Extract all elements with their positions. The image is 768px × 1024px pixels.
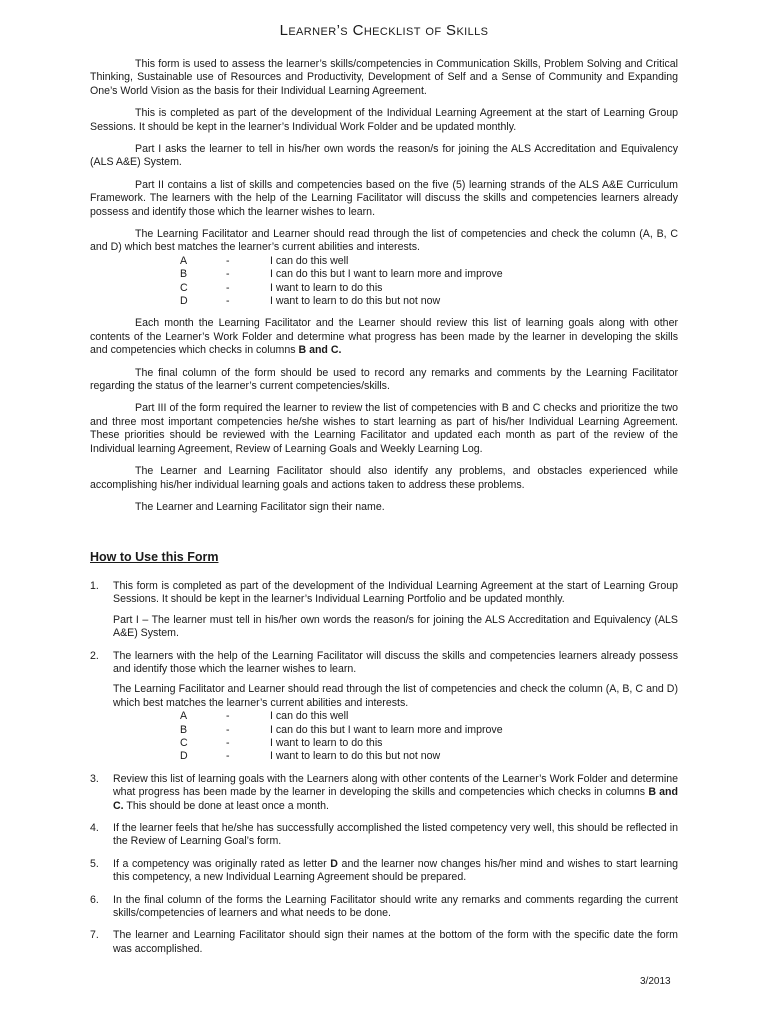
rating-option [90, 268, 678, 281]
paragraph-text: Review this list of learning goals with the Learners along with other contents of the Learner’s Work Folder and determine what progress has been made by the learner in developing the skills and competencies which checks in columns [113, 772, 678, 799]
rating-options [113, 710, 678, 764]
intro-paragraph: The Learner and Learning Facilitator should also identify any problems, and obstacles experienced while accomplishing his/her individual learning goals and actions taken to address these problems. [90, 465, 678, 491]
item-text: Part I – The learner must tell in his/her own words the reason/s for joining the ALS Accreditation and Equivalency (ALS A&E) System. [113, 613, 678, 640]
item-number: 5. [90, 857, 99, 870]
page-title: Learner’s Checklist of Skills [279, 22, 489, 39]
intro-paragraph: The Learner and Learning Facilitator sign their name. [135, 500, 385, 513]
option-dash: - [226, 254, 230, 267]
option-letter: A [180, 254, 188, 267]
rating-option [90, 255, 678, 268]
option-letter: B [180, 723, 188, 736]
rating-option [113, 710, 678, 723]
intro-paragraph: Part I asks the learner to tell in his/her own words the reason/s for joining the ALS Accreditation and Equivalency (ALS A&E) System. [90, 143, 678, 169]
intro-paragraph: Part III of the form required the learner to review the list of competencies with B and C checks and prioritize the two and three most important competencies he/she wishes to start learning as part of his/her Individual Learning Agreement. These priorities should be reviewed with the Learning Facilitator and updated each month as part of the review of the Individual learning Agreement, Review of Learning Goals and Weekly Learning Log. [90, 402, 678, 455]
item-text: In the final column of the forms the Learning Facilitator should write any remarks and comments regarding the current skills/competencies of learners and what needs to be done. [113, 893, 678, 920]
bold-text: B and C. [113, 786, 679, 812]
paragraph-text: This should be done at least once a month. [126, 799, 329, 812]
rating-option [90, 282, 678, 295]
option-letter: A [180, 710, 188, 723]
option-dash: - [226, 295, 230, 308]
footer-date: 3/2013 [640, 976, 671, 987]
option-dash: - [226, 710, 230, 723]
option-text: I want to learn to do this [270, 281, 383, 294]
option-text: I can do this but I want to learn more and improve [270, 723, 503, 736]
item-text: The Learning Facilitator and Learner should read through the list of competencies and check the column (A, B, C and D) which best matches the learner’s current abilities and interests. [113, 683, 678, 709]
list-item [90, 773, 678, 813]
item-text [113, 773, 678, 813]
rating-option [90, 295, 678, 308]
option-letter: C [180, 737, 188, 750]
option-letter: D [180, 295, 188, 308]
list-item [90, 894, 678, 921]
option-letter: D [180, 750, 188, 763]
option-text: I can do this well [270, 254, 349, 267]
option-text: I can do this well [270, 710, 349, 723]
item-number: 7. [90, 929, 99, 942]
section-heading: How to Use this Form [90, 550, 219, 564]
bold-text: B and C. [298, 344, 342, 357]
rating-option [113, 724, 678, 737]
intro-section [90, 58, 678, 523]
rating-option [113, 737, 678, 750]
paragraph-text: and the learner now changes his/her mind and wishes to start learning this competency, a new Individual Learning Agreement should be prepared. [113, 857, 679, 884]
option-dash: - [226, 737, 230, 750]
paragraph-text: If a competency was originally rated as letter [113, 857, 327, 870]
intro-paragraph [90, 317, 678, 357]
list-item [90, 822, 678, 849]
item-number: 4. [90, 822, 99, 835]
rating-options [90, 255, 678, 309]
option-dash: - [226, 268, 230, 281]
instructions-list [90, 580, 678, 965]
paragraph-text: Each month the Learning Facilitator and the Learner should review this list of learning goals along with other contents of the Learner’s Work Folder and determine what progress has been made by the learner in developing the skills and competencies which checks in columns [90, 317, 678, 357]
intro-paragraph: This form is used to assess the learner’s skills/competencies in Communication Skills, Problem Solving and Critical Thinking, Sustainable use of Resources and Productivity, Development of Self and a Sense of Community and Expanding One’s World Vision as the basis for their Individual Learning Agreement. [90, 58, 678, 97]
intro-paragraph: The final column of the form should be used to record any remarks and comments by the Learning Facilitator regarding the status of the learner’s current competencies/skills. [90, 366, 678, 393]
item-number: 6. [90, 893, 99, 906]
option-text: I want to learn to do this but not now [270, 295, 441, 308]
option-text: I want to learn to do this but not now [270, 750, 441, 763]
item-text: This form is completed as part of the development of the Individual Learning Agreement at the start of Learning Group Sessions. It should be kept in the learner’s Individual Learning Portfolio and be updated monthly. [113, 580, 678, 606]
option-text: I can do this but I want to learn more and improve [270, 268, 503, 281]
item-number: 2. [90, 649, 99, 662]
option-dash: - [226, 750, 230, 763]
option-text: I want to learn to do this [270, 737, 383, 750]
list-item [90, 929, 678, 956]
intro-paragraph: Part II contains a list of skills and competencies based on the five (5) learning strands of the ALS A&E Curriculum Framework. The learners with the help of the Learning Facilitator will discuss the skills and competencies learners already possess and identify those which the learner wishes to learn. [90, 178, 678, 218]
list-item [90, 650, 678, 764]
option-letter: B [180, 268, 188, 281]
intro-paragraph: This is completed as part of the development of the Individual Learning Agreement at the start of Learning Group Sessions. It should be kept in the learner’s Individual Work Folder and be updated monthly. [90, 107, 678, 133]
item-text: The learners with the help of the Learning Facilitator will discuss the skills and competencies learners already possess and identify those which the learner wishes to learn. [113, 649, 678, 676]
item-number: 1. [90, 580, 99, 592]
bold-text: D [330, 857, 338, 870]
list-item [90, 580, 678, 641]
item-text [113, 858, 678, 885]
intro-paragraph: The Learning Facilitator and Learner should read through the list of competencies and check the column (A, B, C and D) which best matches the learner’s current abilities and interests. [90, 228, 678, 254]
option-dash: - [226, 281, 230, 294]
item-number: 3. [90, 772, 99, 785]
rating-option [113, 750, 678, 763]
item-text: The learner and Learning Facilitator should sign their names at the bottom of the form with the specific date the form was accomplished. [113, 929, 678, 955]
option-letter: C [180, 281, 188, 294]
option-dash: - [226, 723, 230, 736]
list-item [90, 858, 678, 885]
item-text: If the learner feels that he/she has successfully accomplished the listed competency very well, this should be reflected in the Review of Learning Goal’s form. [113, 822, 678, 848]
